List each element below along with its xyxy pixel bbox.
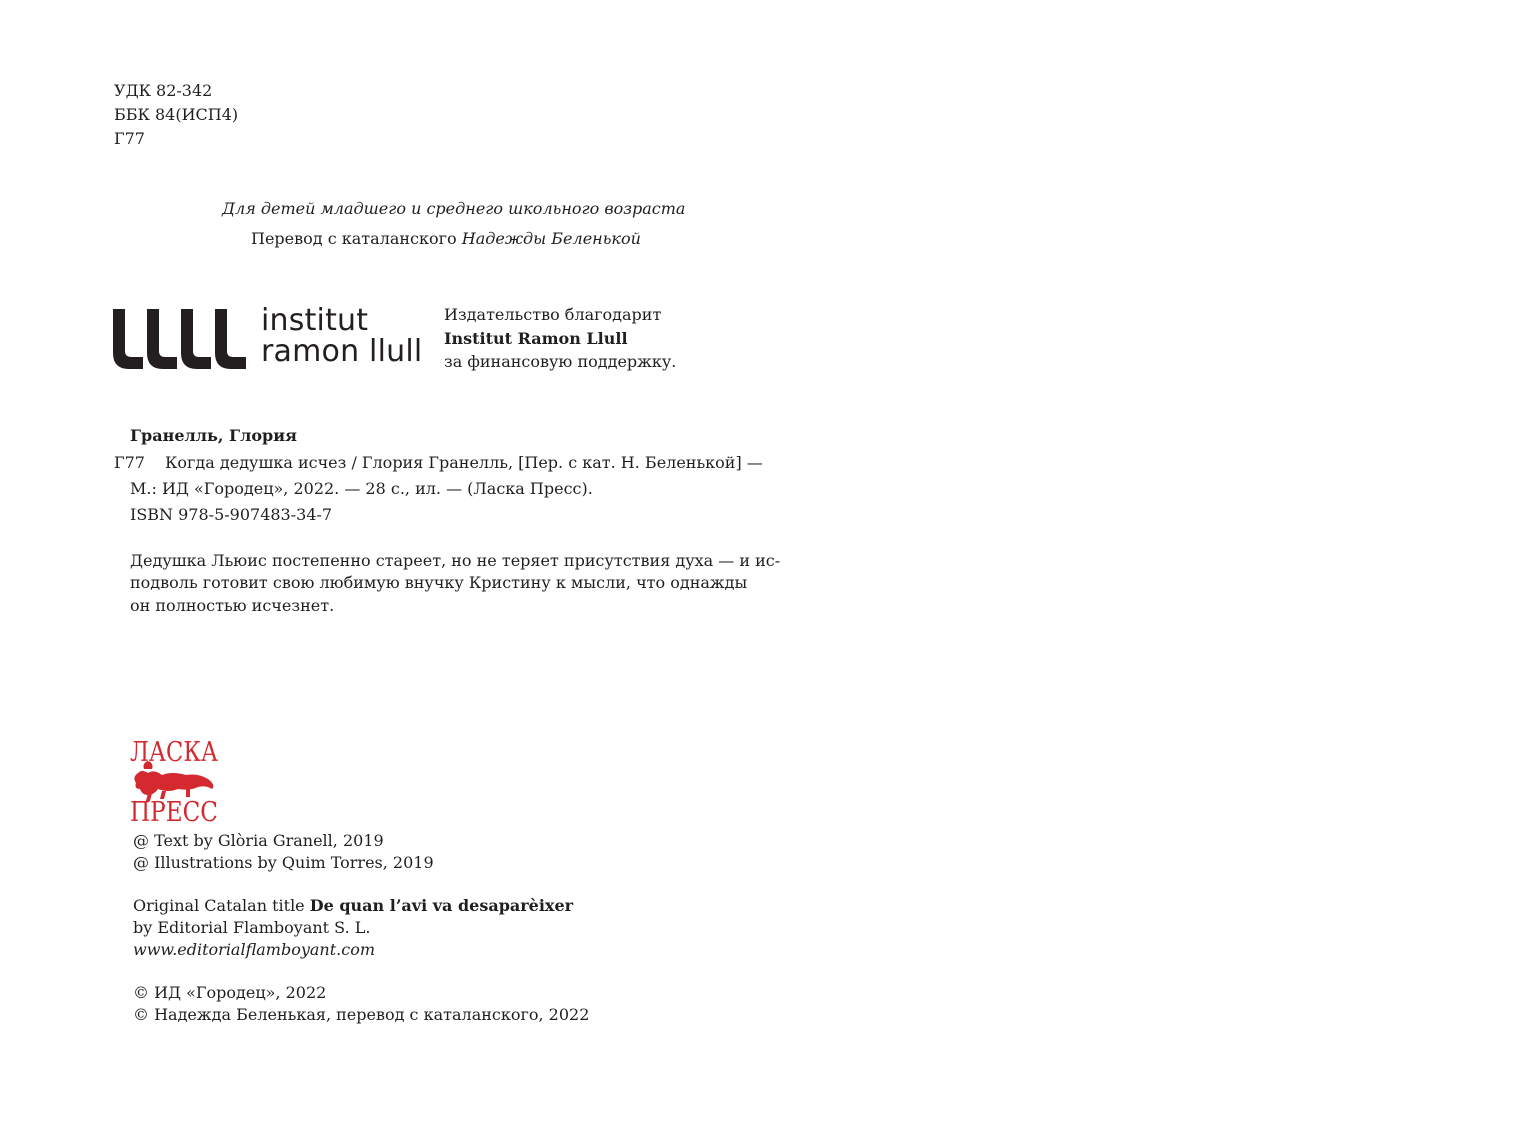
irl-wordmark — [261, 305, 422, 367]
russian-rights — [133, 982, 589, 1026]
llll-logo-mark — [113, 309, 246, 369]
author-mark: Г77 — [114, 129, 145, 148]
original-title-line — [133, 895, 573, 917]
annotation-line2: подволь готовит свою любимую внучку Кристину к мысли, что однажды — [130, 573, 748, 593]
laska-logo-line2: ПРЕСС — [130, 797, 218, 828]
laska-press-logo — [128, 731, 222, 828]
thanks-sponsor-name: Institut Ramon Llull — [444, 328, 628, 348]
publisher-website: www.editorialflamboyant.com — [133, 940, 376, 959]
thanks-line1: Издательство благодарит — [444, 305, 662, 324]
catalog-codes — [114, 79, 238, 151]
illustrations-copyright: @ Illustrations by Quim Torres, 2019 — [133, 853, 434, 872]
thanks-line3: за финансовую поддержку. — [444, 352, 677, 371]
irl-wordmark-line2: ramon llull — [261, 334, 423, 369]
sponsor-thanks — [444, 303, 676, 374]
annotation — [130, 550, 781, 617]
translation-rights: © Надежда Беленькая, перевод с каталанского, 2022 — [133, 1005, 590, 1024]
irl-wordmark-line1: institut — [261, 303, 369, 338]
bib-imprint-line: М.: ИД «Городец», 2022. — 28 с., ил. — (Ласка Пресс). — [130, 479, 593, 498]
udk-code: УДК 82-342 — [114, 81, 213, 100]
translation-credit — [251, 227, 641, 251]
bbk-code: ББК 84(ИСП4) — [114, 105, 239, 124]
annotation-line1: Дедушка Льюис постепенно стареет, но не теряет присутствия духа — и ис- — [130, 551, 781, 570]
original-title: De quan l’avi va desaparèixer — [309, 896, 574, 915]
original-copyright — [133, 830, 434, 874]
original-publisher: by Editorial Flamboyant S. L. — [133, 918, 371, 937]
bib-title-line: Когда дедушка исчез / Глория Гранелль, [Пер. с кат. Н. Беленькой] — — [165, 453, 763, 472]
translation-prefix: Перевод с каталанского — [251, 229, 462, 248]
translator-name: Надежды Беленькой — [461, 229, 641, 248]
text-copyright: @ Text by Glòria Granell, 2019 — [133, 831, 384, 850]
annotation-line3: он полностью исчезнет. — [130, 595, 335, 615]
bib-author: Гранелль, Глория — [130, 426, 297, 445]
laska-logo-line1: ЛАСКА — [130, 737, 219, 768]
audience-note: Для детей младшего и среднего школьного возраста — [222, 199, 686, 218]
original-edition — [133, 895, 573, 961]
isbn: ISBN 978-5-907483-34-7 — [130, 505, 333, 524]
publisher-rights: © ИД «Городец», 2022 — [133, 983, 327, 1002]
bib-author-mark: Г77 — [114, 453, 145, 472]
original-title-prefix: Original Catalan title — [133, 896, 310, 915]
